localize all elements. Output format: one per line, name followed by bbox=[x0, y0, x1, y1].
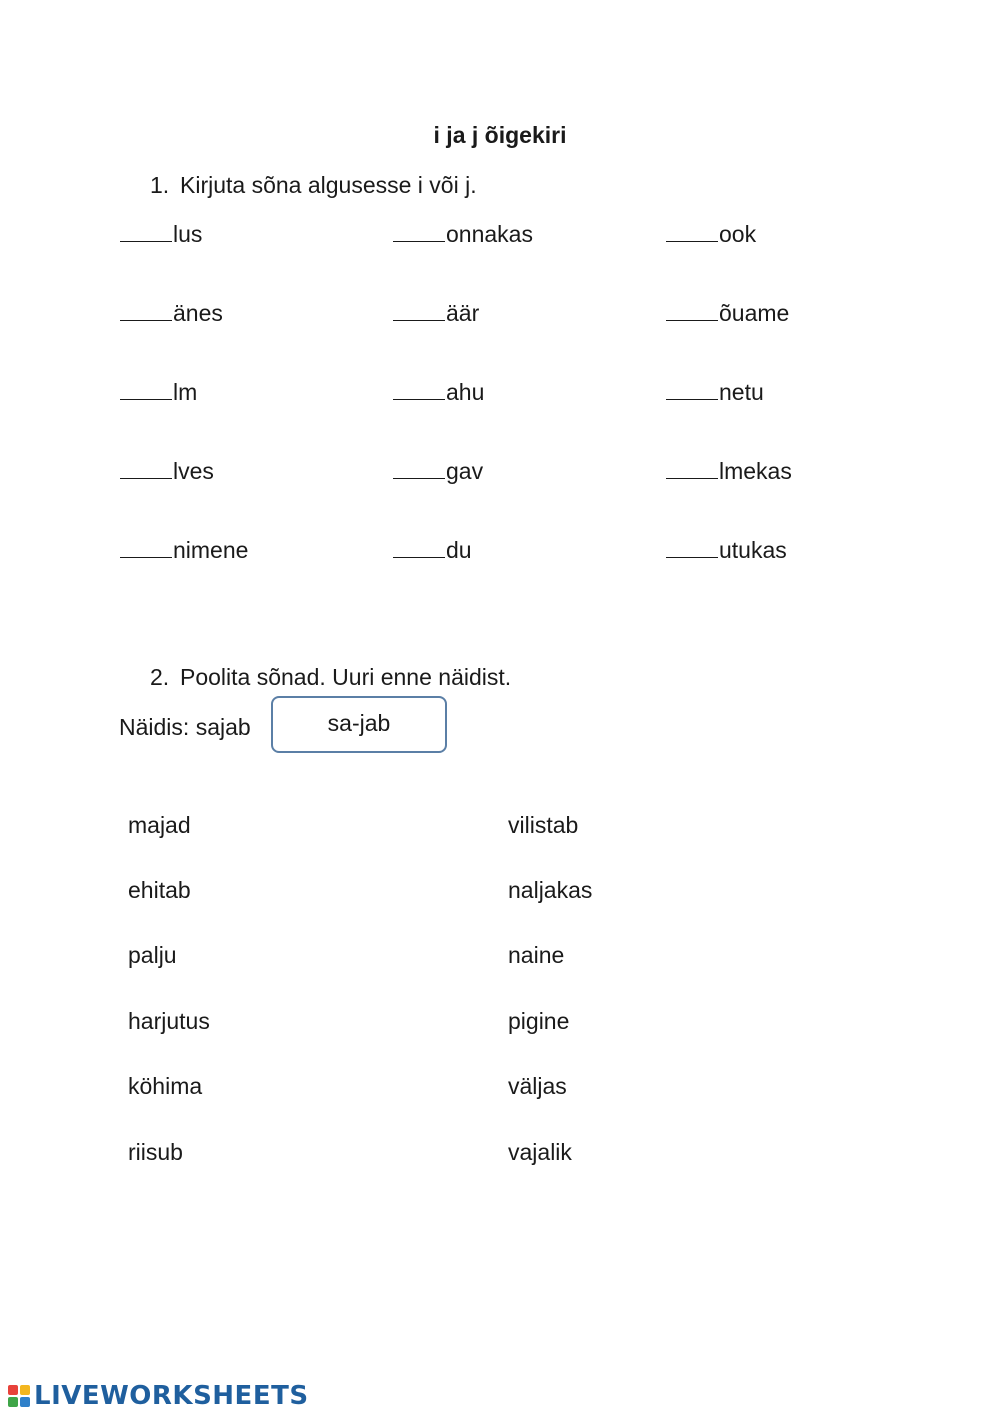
blank-line[interactable] bbox=[120, 379, 172, 400]
fill-word: lus bbox=[120, 221, 202, 248]
hyphenate-word: pigine bbox=[508, 1008, 570, 1034]
example-label: Näidis: sajab bbox=[119, 714, 251, 740]
blank-line[interactable] bbox=[666, 300, 718, 321]
task2-instruction bbox=[150, 664, 511, 691]
blank-line[interactable] bbox=[393, 379, 445, 400]
blank-line[interactable] bbox=[666, 458, 718, 479]
hyphenate-word: vajalik bbox=[508, 1139, 572, 1165]
fill-word: ook bbox=[666, 221, 756, 248]
example-answer-box: sa-jab bbox=[271, 696, 447, 753]
hyphenate-word: väljas bbox=[508, 1073, 567, 1099]
blank-line[interactable] bbox=[120, 221, 172, 242]
fill-word: nimene bbox=[120, 537, 248, 564]
hyphenate-word: vilistab bbox=[508, 812, 579, 838]
task2-number: 2. bbox=[150, 664, 170, 690]
hyphenate-word: köhima bbox=[128, 1073, 203, 1099]
hyphenate-word: palju bbox=[128, 942, 177, 968]
hyphenate-word: naine bbox=[508, 942, 565, 968]
blank-line[interactable] bbox=[393, 300, 445, 321]
fill-word: onnakas bbox=[393, 221, 533, 248]
task1-instruction-text: Kirjuta sõna algusesse i või j. bbox=[180, 172, 477, 198]
fill-word: netu bbox=[666, 379, 764, 406]
blank-line[interactable] bbox=[393, 221, 445, 242]
liveworksheets-logo-icon bbox=[8, 1385, 30, 1407]
blank-line[interactable] bbox=[393, 458, 445, 479]
blank-line[interactable] bbox=[120, 537, 172, 558]
fill-word: änes bbox=[120, 300, 223, 327]
blank-line[interactable] bbox=[120, 458, 172, 479]
blank-line[interactable] bbox=[666, 537, 718, 558]
fill-word: õuame bbox=[666, 300, 789, 327]
blank-line[interactable] bbox=[666, 221, 718, 242]
logo-text: LIVEWORKSHEETS bbox=[34, 1381, 309, 1411]
fill-word: lves bbox=[120, 458, 214, 485]
hyphenate-word: riisub bbox=[128, 1139, 183, 1165]
task1-number: 1. bbox=[150, 172, 170, 198]
fill-word: ahu bbox=[393, 379, 484, 406]
liveworksheets-logo bbox=[8, 1378, 309, 1414]
fill-word: utukas bbox=[666, 537, 787, 564]
fill-word: äär bbox=[393, 300, 479, 327]
worksheet-title: i ja j õigekiri bbox=[433, 122, 567, 148]
hyphenate-word: harjutus bbox=[128, 1008, 210, 1034]
fill-word: gav bbox=[393, 458, 483, 485]
fill-word: lm bbox=[120, 379, 197, 406]
blank-line[interactable] bbox=[393, 537, 445, 558]
fill-word: du bbox=[393, 537, 472, 564]
task1-instruction bbox=[150, 172, 477, 199]
hyphenate-word: naljakas bbox=[508, 877, 593, 903]
fill-word: lmekas bbox=[666, 458, 792, 485]
hyphenate-word: ehitab bbox=[128, 877, 191, 903]
task2-instruction-text: Poolita sõnad. Uuri enne näidist. bbox=[180, 664, 512, 690]
blank-line[interactable] bbox=[666, 379, 718, 400]
hyphenate-word: majad bbox=[128, 812, 191, 838]
blank-line[interactable] bbox=[120, 300, 172, 321]
